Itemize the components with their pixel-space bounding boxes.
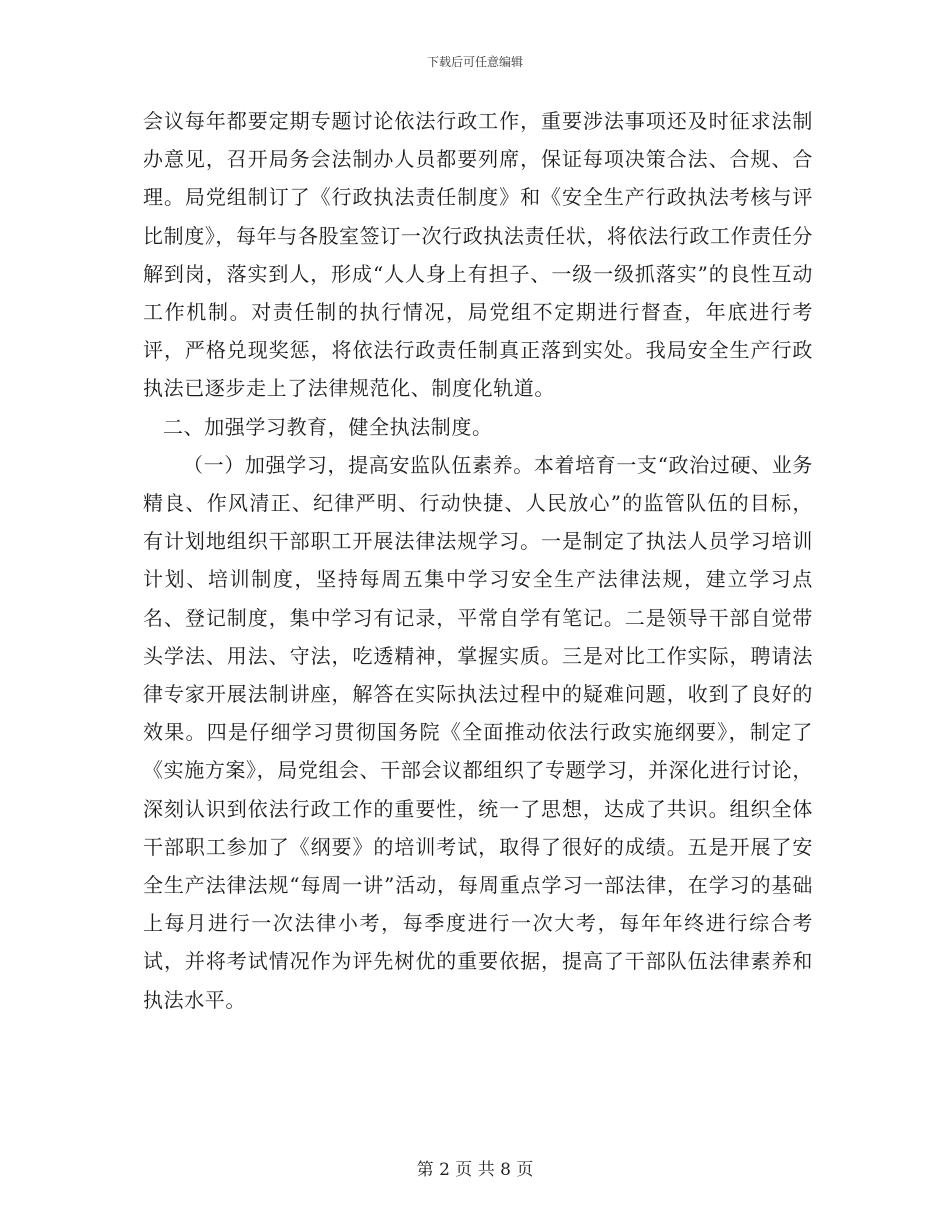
paragraph-study-education: （一）加强学习，提高安监队伍素养。本着培育一支“政治过硬、业务精良、作风清正、纪律严明、行动快捷、人民放心”的监管队伍的目标，有计划地组织干部职工开展法律法规学习。一是制定了执法人员学习培训计划、培训制度，坚持每周五集中学习安全生产法律法规，建立学习点名、登记制度，集中学习有记录，平常自学有笔记。二是领导干部自觉带头学法、用法、守法，吃透精神，掌握实质。三是对比工作实际，聘请法律专家开展法制讲座，解答在实际执法过程中的疑难问题，收到了良好的效果。四是仔细学习贯彻国务院《全面推动依法行政实施纲要》，制定了《实施方案》，局党组会、干部会议都组织了专题学习，并深化进行讨论，深刻认识到依法行政工作的重要性，统一了思想，达成了共识。组织全体干部职工参加了《纲要》的培训考试，取得了很好的成绩。五是开展了安全生产法律法规“每周一讲”活动，每周重点学习一部法律，在学习的基础上每月进行一次法律小考，每季度进行一次大考，每年年终进行综合考试，并将考试情况作为评先树优的重要依据，提高了干部队伍法律素养和执法水平。 <box>143 452 813 1012</box>
document-body <box>143 102 813 1019</box>
page-number: 第 2 页 共 8 页 <box>416 1160 534 1180</box>
paragraph-responsibility-system: 会议每年都要定期专题讨论依法行政工作，重要涉法事项还及时征求法制办意见，召开局务会法制办人员都要列席，保证每项决策合法、合规、合理。局党组制订了《行政执法责任制度》和《安全生产行政执法考核与评比制度》，每年与各股室签订一次行政执法责任状，将依法行政工作责任分解到岗，落实到人，形成“人人身上有担子、一级一级抓落实”的良性互动工作机制。对责任制的执行情况，局党组不定期进行督查，年底进行考评，严格兑现奖惩，将依法行政责任制真正落到实处。我局安全生产行政执法已逐步走上了法律规范化、制度化轨道。 <box>143 109 813 401</box>
section-heading-two: 二、加强学习教育，健全执法制度。 <box>163 414 493 439</box>
page-header: 下载后可任意编辑 <box>426 55 523 69</box>
